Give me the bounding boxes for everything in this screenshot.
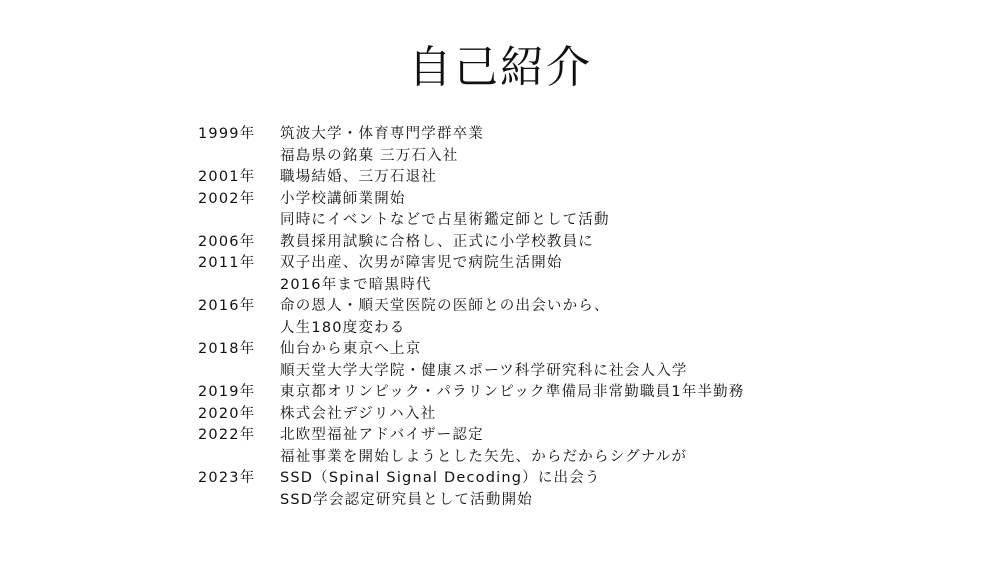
timeline-text: 命の恩人・順天堂医院の医師との出会いから、: [280, 298, 610, 314]
timeline-year: [198, 275, 280, 297]
timeline-row: [198, 404, 978, 426]
timeline-year: 2022年: [198, 427, 256, 443]
timeline-row: [198, 253, 978, 275]
timeline-year: 2016年: [198, 298, 256, 314]
timeline-list: [198, 124, 978, 511]
timeline-text: 同時にイベントなどで占星術鑑定師として活動: [280, 212, 610, 228]
timeline-year: 1999年: [198, 126, 256, 142]
timeline-row: [198, 189, 978, 211]
timeline-row: [198, 210, 978, 232]
timeline-text: 双子出産、次男が障害児で病院生活開始: [280, 255, 563, 271]
timeline-text: 小学校講師業開始: [280, 190, 406, 207]
timeline-row: [198, 447, 978, 469]
timeline-row: [198, 468, 978, 490]
timeline-year: 2019年: [198, 384, 256, 400]
timeline-year: 2002年: [198, 190, 256, 207]
timeline-row: [198, 296, 978, 318]
timeline-row: [198, 232, 978, 254]
timeline-text: 2016年まで暗黒時代: [280, 276, 432, 293]
timeline-year: [198, 146, 280, 168]
timeline-text: 福島県の銘菓 三万石入社: [280, 147, 459, 164]
timeline-text: 教員採用試験に合格し、正式に小学校教員に: [280, 233, 594, 250]
timeline-text: 北欧型福祉アドバイザー認定: [280, 427, 484, 443]
timeline-row: [198, 146, 978, 168]
timeline-text: 筑波大学・体育専門学群卒業: [280, 126, 485, 142]
timeline-row: [198, 318, 978, 340]
timeline-row: [198, 339, 978, 361]
timeline-year: [198, 318, 280, 340]
timeline-row: [198, 382, 978, 404]
timeline-year: 2020年: [198, 405, 256, 422]
timeline-year: [198, 361, 280, 383]
timeline-row: [198, 361, 978, 383]
timeline-text: SSD（Spinal Signal Decoding）に出会う: [280, 470, 601, 486]
timeline-text: 東京都オリンピック・パラリンピック準備局非常勤職員1年半勤務: [280, 384, 745, 400]
timeline-row: [198, 167, 978, 189]
timeline-row: [198, 425, 978, 447]
timeline-year: [198, 210, 280, 232]
timeline-text: 人生180度変わる: [280, 319, 406, 336]
timeline-year: 2001年: [198, 169, 256, 185]
timeline-text: 職場結婚、三万石退社: [280, 169, 437, 185]
timeline-row: [198, 275, 978, 297]
slide-title: 自己紹介: [408, 42, 592, 93]
timeline-year: 2011年: [198, 255, 256, 271]
timeline-row: [198, 124, 978, 146]
timeline-text: 株式会社デジリハ入社: [280, 405, 437, 422]
timeline-year: [198, 490, 280, 512]
timeline-year: 2023年: [198, 470, 256, 486]
timeline-row: [198, 490, 978, 512]
timeline-year: [198, 447, 280, 469]
timeline-year: 2018年: [198, 341, 256, 357]
timeline-year: 2006年: [198, 233, 256, 250]
timeline-text: 順天堂大学大学院・健康スポーツ科学研究科に社会人入学: [280, 362, 688, 379]
timeline-text: 仙台から東京へ上京: [280, 341, 422, 357]
timeline-text: 福祉事業を開始しようとした矢先、からだからシグナルが: [280, 448, 688, 465]
timeline-text: SSD学会認定研究員として活動開始: [280, 491, 533, 508]
